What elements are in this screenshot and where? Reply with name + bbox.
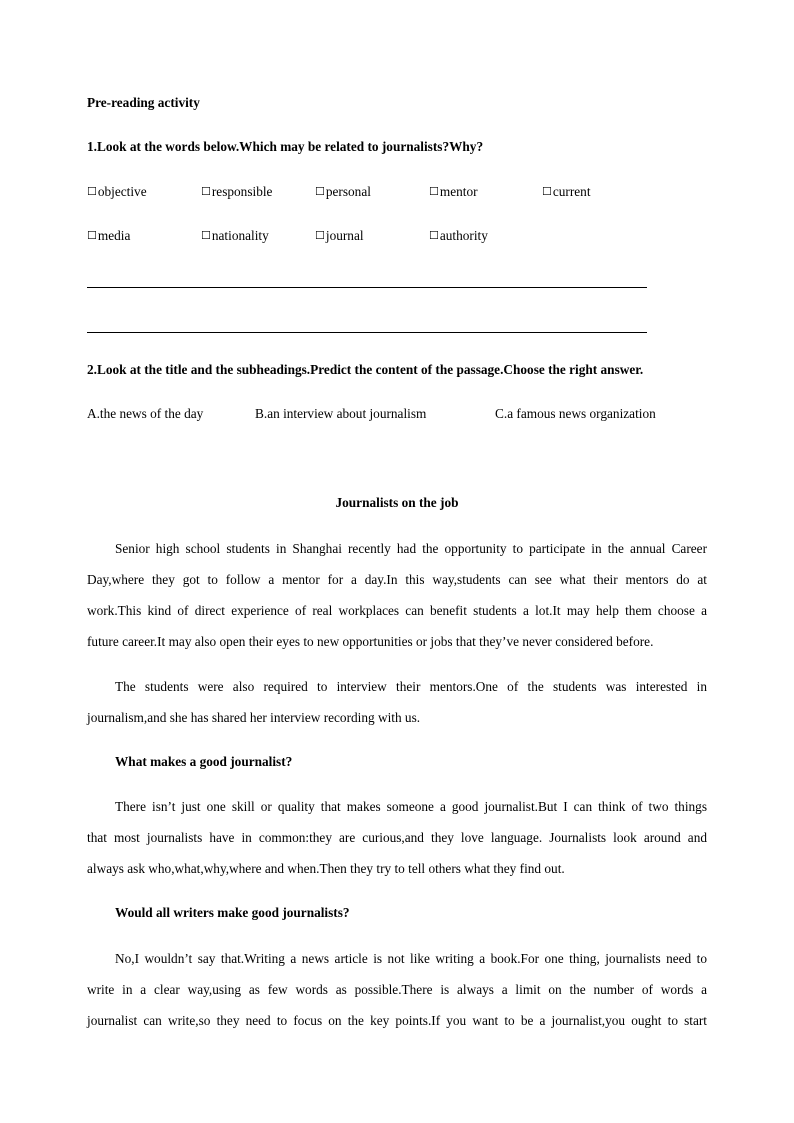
checkbox-icon[interactable]: ☐ xyxy=(201,185,211,198)
text-line: write in a clear way,using as few words as possible.There is always a limit on the number of words a xyxy=(87,982,707,997)
answer-option-a[interactable]: A.the news of the day xyxy=(87,406,204,421)
article-paragraph-1 xyxy=(87,533,707,657)
text-line: Senior high school students in Shanghai recently had the opportunity to participate in the annual Career xyxy=(115,541,707,556)
word-option[interactable]: ☐responsible xyxy=(201,184,273,199)
answer-line[interactable] xyxy=(87,287,647,288)
checkbox-icon[interactable]: ☐ xyxy=(429,229,439,242)
word-option[interactable]: ☐authority xyxy=(429,228,488,243)
text-line: work.This kind of direct experience of real workplaces can benefit students a lot.It may help them choose a xyxy=(87,603,707,618)
answer-option-b[interactable]: B.an interview about journalism xyxy=(255,406,427,421)
text-line: always ask who,what,why,where and when.Then they try to tell others what they find out. xyxy=(87,861,565,876)
checkbox-icon[interactable]: ☐ xyxy=(542,185,552,198)
word-option[interactable]: ☐objective xyxy=(87,184,147,199)
pre-reading-heading: Pre-reading activity xyxy=(87,95,200,110)
text-line: The students were also required to interview their mentors.One of the students was interested in xyxy=(115,679,707,694)
article-paragraph-4 xyxy=(87,943,707,1036)
text-line: Day,where they got to follow a mentor for a day.In this way,students can see what their mentors do at xyxy=(87,572,707,587)
word-option[interactable]: ☐personal xyxy=(315,184,371,199)
text-line: that most journalists have in common:they are curious,and they love language. Journalists look around and xyxy=(87,830,707,845)
checkbox-icon[interactable]: ☐ xyxy=(429,185,439,198)
checkbox-icon[interactable]: ☐ xyxy=(87,185,97,198)
subheading-writers: Would all writers make good journalists? xyxy=(115,905,350,920)
question-2: 2.Look at the title and the subheadings.Predict the content of the passage.Choose the right answer. xyxy=(87,362,644,377)
checkbox-icon[interactable]: ☐ xyxy=(315,229,325,242)
text-line: No,I wouldn’t say that.Writing a news article is not like writing a book.For one thing, journalists need to xyxy=(115,951,707,966)
checkbox-icon[interactable]: ☐ xyxy=(87,229,97,242)
article-title: Journalists on the job xyxy=(335,495,459,510)
word-option[interactable]: ☐journal xyxy=(315,228,364,243)
answer-line[interactable] xyxy=(87,332,647,333)
question-1: 1.Look at the words below.Which may be related to journalists?Why? xyxy=(87,139,484,154)
checkbox-icon[interactable]: ☐ xyxy=(315,185,325,198)
text-line: journalism,and she has shared her interview recording with us. xyxy=(87,710,421,725)
word-option[interactable]: ☐current xyxy=(542,184,591,199)
word-option[interactable]: ☐nationality xyxy=(201,228,269,243)
subheading-good-journalist: What makes a good journalist? xyxy=(115,754,293,769)
article-paragraph-2 xyxy=(87,671,707,733)
article-paragraph-3 xyxy=(87,791,707,884)
text-line: journalist can write,so they need to focus on the key points.If you want to be a journalist,you ought to start xyxy=(87,1013,707,1028)
text-line: There isn’t just one skill or quality that makes someone a good journalist.But I can think of two things xyxy=(115,799,707,814)
checkbox-icon[interactable]: ☐ xyxy=(201,229,211,242)
word-option[interactable]: ☐mentor xyxy=(429,184,478,199)
answer-option-c[interactable]: C.a famous news organization xyxy=(495,406,656,421)
word-option[interactable]: ☐media xyxy=(87,228,131,243)
text-line: future career.It may also open their eyes to new opportunities or jobs that they’ve never considered before. xyxy=(87,634,654,649)
